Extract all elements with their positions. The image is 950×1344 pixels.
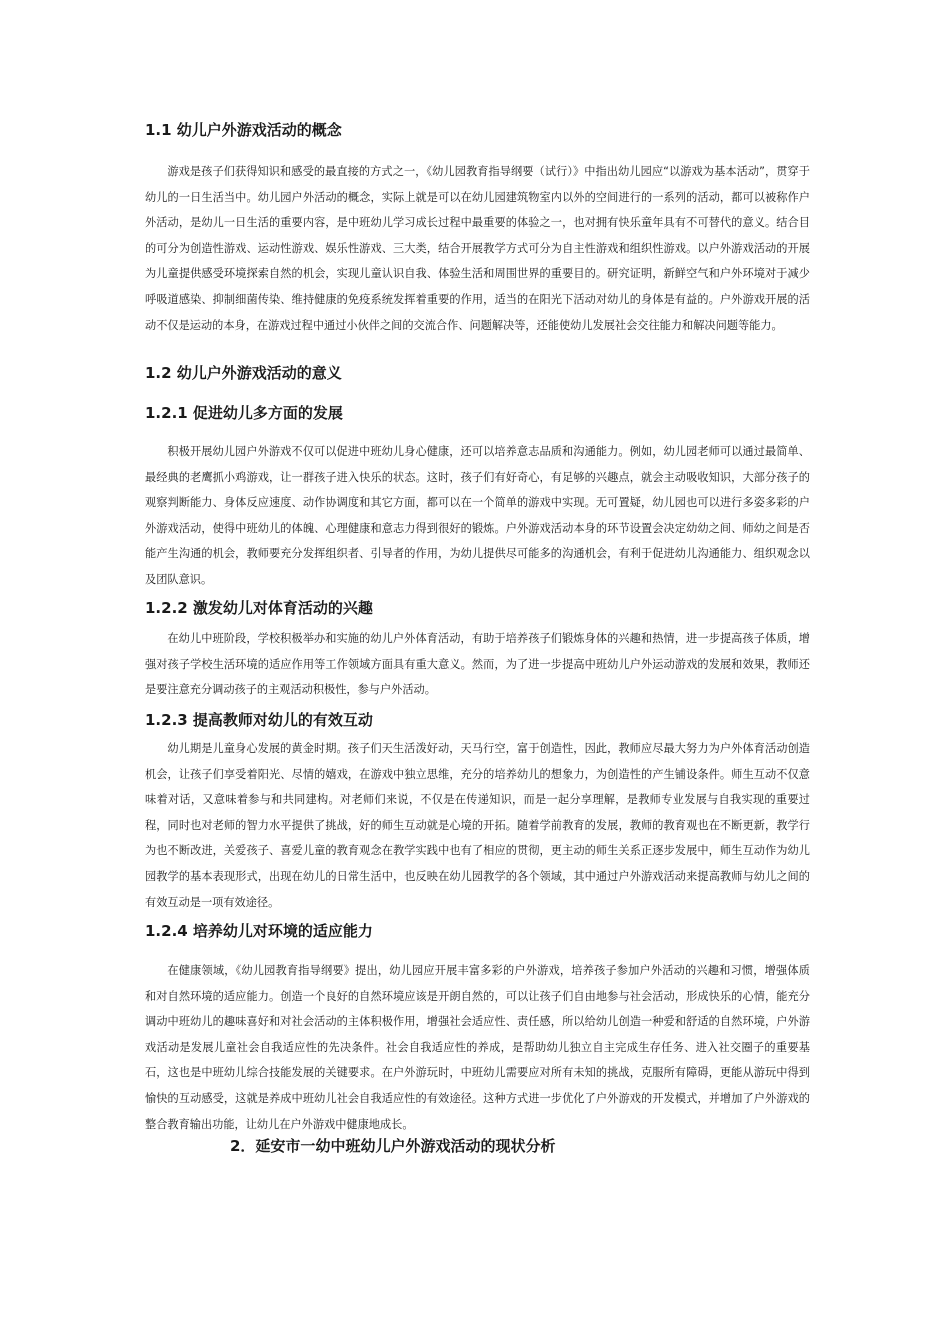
- section-paragraph-1-1: 游戏是孩子们获得知识和感受的最直接的方式之一，《幼儿园教育指导纲要（试行）》中指出幼儿园应“以游戏为基本活动”，贯穿于幼儿的一日生活当中。幼儿园户外活动的概念，实际上就是可以在幼儿园建筑物室内以外的空间进行的一系列的活动，都可以被称作户外活动，是幼儿一日生活的重要内容，是中班幼儿学习成长过程中最重要的体验之一，也对拥有快乐童年具有不可替代的意义。结合目的可分为创造性游戏、运动性游戏、娱乐性游戏、三大类，结合开展教学方式可分为自主性游戏和组织性游戏。以户外游戏活动的开展为儿童提供感受环境探索自然的机会，实现儿童认识自我、体验生活和周围世界的重要目的。研究证明，新鲜空气和户外环境对于减少呼吸道感染、抑制细菌传染、维持健康的免疫系统发挥着重要的作用，适当的在阳光下活动对幼儿的身体是有益的。户外游戏开展的活动不仅是运动的本身，在游戏过程中通过小伙伴之间的交流合作、问题解决等，还能使幼儿发展社会交往能力和解决问题等能力。: [145, 165, 810, 332]
- section-heading-1-2-4: 1.2.4 培养幼儿对环境的适应能力: [145, 922, 373, 940]
- section-heading-1-2-1: 1.2.1 促进幼儿多方面的发展: [145, 404, 343, 422]
- section-paragraph-1-2-3: 幼儿期是儿童身心发展的黄金时期。孩子们天生活泼好动，天马行空，富于创造性，因此，教师应尽最大努力为户外体育活动创造机会，让孩子们享受着阳光、尽情的嬉戏，在游戏中独立思维，充分的培养幼儿的想象力，为创造性的产生铺设条件。师生互动不仅意味着对话，又意味着参与和共同建构。对老师们来说，不仅是在传递知识，而是一起分享理解，是教师专业发展与自我实现的重要过程，同时也对老师的智力水平提供了挑战，好的师生互动就是心境的开拓。随着学前教育的发展，教师的教育观也在不断更新，教学行为也不断改进，关爱孩子、喜爱儿童的教育观念在教学实践中也有了相应的贯彻，更主动的师生关系正逐步发展中，师生互动作为幼儿园教学的基本表现形式，出现在幼儿的日常生活中，也反映在幼儿园教学的各个领域，其中通过户外游戏活动来提高教师与幼儿之间的有效互动是一项有效途径。: [145, 742, 810, 909]
- section-heading-1-2-2: 1.2.2 激发幼儿对体育活动的兴趣: [145, 599, 373, 617]
- section-heading-1-1: 1.1 幼儿户外游戏活动的概念: [145, 121, 342, 139]
- section-heading-1-2: 1.2 幼儿户外游戏活动的意义: [145, 364, 342, 382]
- section-paragraph-1-2-1: 积极开展幼儿园户外游戏不仅可以促进中班幼儿身心健康，还可以培养意志品质和沟通能力。例如，幼儿园老师可以通过最简单、最经典的老鹰抓小鸡游戏，让一群孩子进入快乐的状态。这时，孩子们有好奇心，有足够的兴趣点，就会主动吸收知识，大部分孩子的观察判断能力、身体反应速度、动作协调度和其它方面，都可以在一个简单的游戏中实现。无可置疑，幼儿园也可以进行多姿多彩的户外游戏活动，使得中班幼儿的体魄、心理健康和意志力得到很好的锻炼。户外游戏活动本身的环节设置会决定幼幼之间、师幼之间是否能产生沟通的机会，教师要充分发挥组织者、引导者的作用，为幼儿提供尽可能多的沟通机会，有利于促进幼儿沟通能力、组织观念以及团队意识。: [145, 445, 810, 586]
- section-paragraph-1-2-2: 在幼儿中班阶段，学校积极举办和实施的幼儿户外体育活动，有助于培养孩子们锻炼身体的兴趣和热情，进一步提高孩子体质，增强对孩子学校生活环境的适应作用等工作领域方面具有重大意义。然而，为了进一步提高中班幼儿户外运动游戏的发展和效果，教师还是要注意充分调动孩子的主观活动积极性，参与户外活动。: [145, 632, 810, 697]
- section-paragraph-1-2-4: 在健康领域，《幼儿园教育指导纲要》提出，幼儿园应开展丰富多彩的户外游戏，培养孩子参加户外活动的兴趣和习惯，增强体质和对自然环境的适应能力。创造一个良好的自然环境应该是开朗自然的，可以让孩子们自由地参与社会活动，形成快乐的心情，能充分调动中班幼儿的趣味喜好和对社会活动的主体积极作用，增强社会适应性、责任感，所以给幼儿创造一种爱和舒适的自然环境，户外游戏活动是发展儿童社会自我适应性的先决条件。社会自我适应性的养成，是帮助幼儿独立自主完成生存任务、进入社交圈子的重要基石，这也是中班幼儿综合技能发展的关键要求。在户外游玩时，中班幼儿需要应对所有未知的挑战，克服所有障碍，更能从游玩中得到愉快的互动感受，这就是养成中班幼儿社会自我适应性的有效途径。这种方式进一步优化了户外游戏的开发模式，并增加了户外游戏的整合教育输出功能，让幼儿在户外游戏中健康地成长。: [145, 964, 810, 1131]
- section-heading-2: 2．延安市一幼中班幼儿户外游戏活动的现状分析: [230, 1137, 556, 1155]
- section-heading-1-2-3: 1.2.3 提高教师对幼儿的有效互动: [145, 711, 373, 729]
